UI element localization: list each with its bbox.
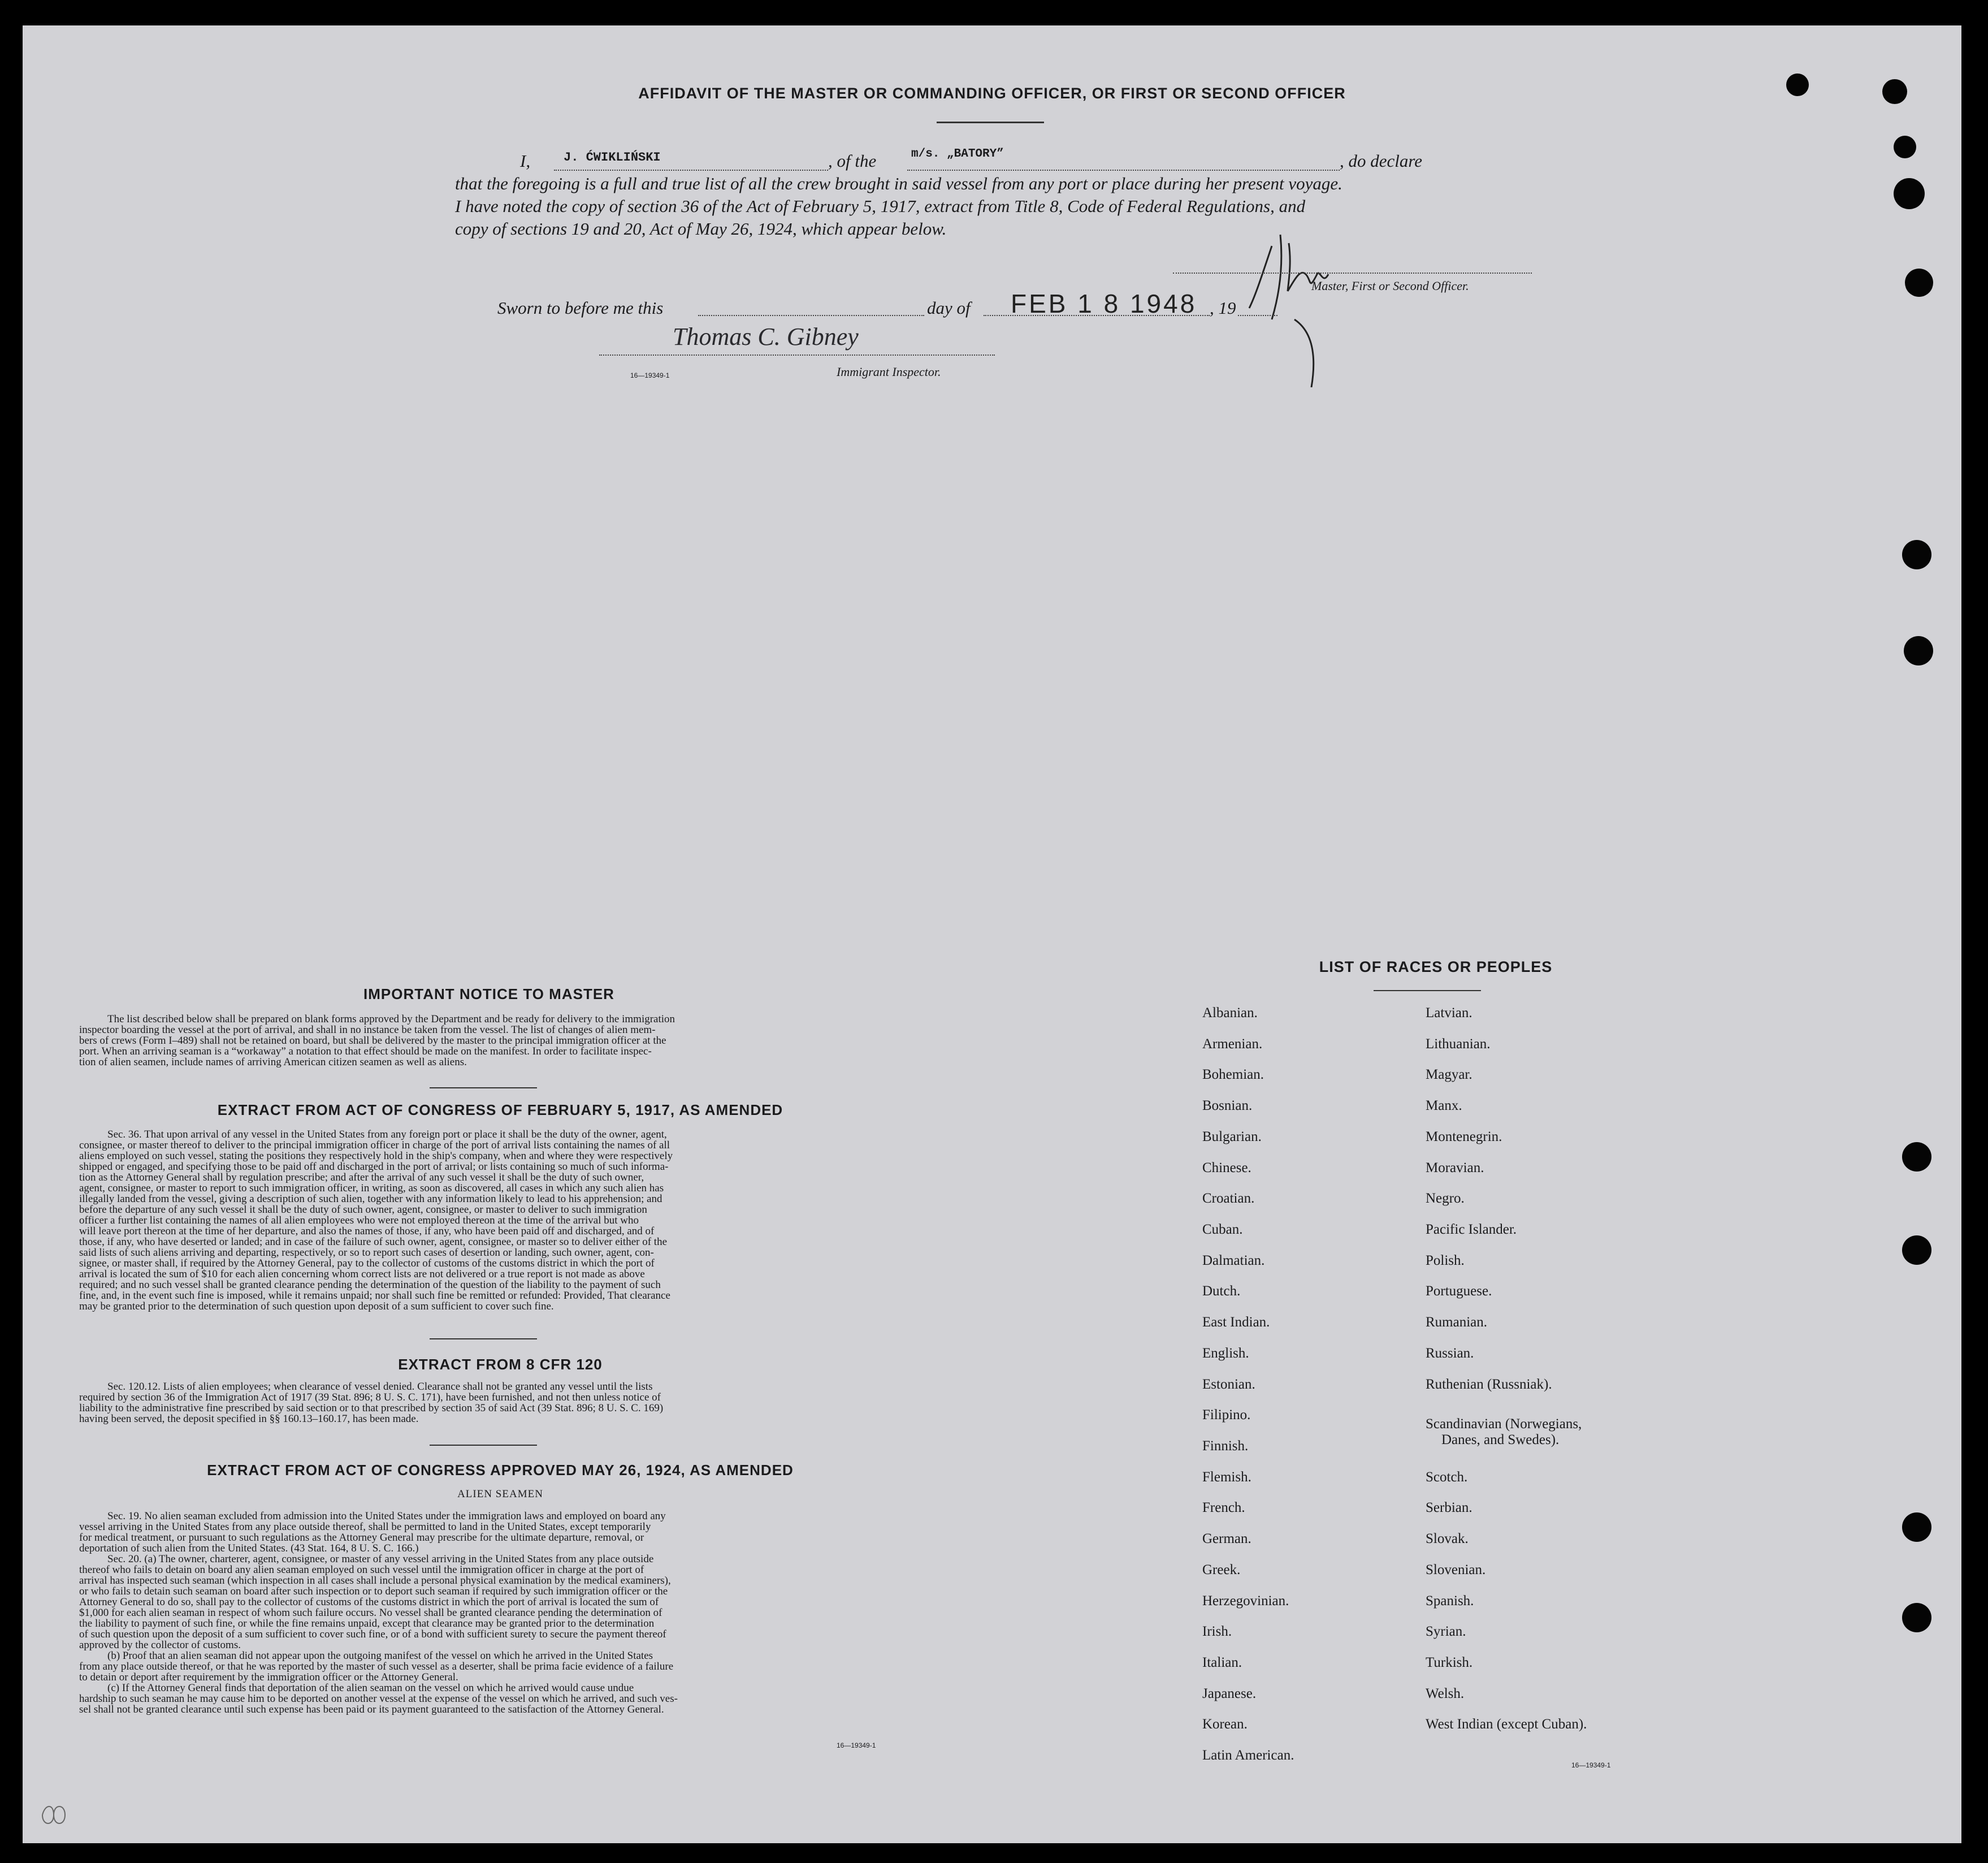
race-item: Scotch. [1426,1469,1468,1485]
vessel-name-line [907,170,1340,171]
master-signature-label: Master, First or Second Officer. [1311,279,1469,293]
race-item: Dutch. [1202,1283,1241,1299]
race-item: Magyar. [1426,1067,1472,1082]
notice-title: IMPORTANT NOTICE TO MASTER [363,985,614,1002]
race-item: Latin American. [1202,1748,1294,1763]
extract-1917-line: officer a further list containing the names of all alien employees who were not employed thereon at the time of the arrival but who [79,1214,639,1226]
race-item: Greek. [1202,1562,1241,1577]
affidavit-title: AFFIDAVIT OF THE MASTER OR COMMANDING OFFICER, OR FIRST OR SECOND OFFICER [638,85,1346,102]
extract-1924-line: deportation of such alien from the United States. (43 Stat. 164, 8 U. S. C. 166.) [79,1542,419,1554]
race-item: German. [1202,1531,1251,1546]
extract-1924-line: Sec. 20. (a) The owner, charterer, agent, consignee, or master of any vessel arriving in the United States from any place outside [107,1553,654,1565]
notice-line: port. When an arriving seaman is a “workaway” a notation to that effect should be made on the manifest. In order to facilitate inspec- [79,1045,652,1057]
affidavit-line-3: I have noted the copy of section 36 of the Act of February 5, 1917, extract from Title 8, Code of Federal Regulations, and [455,196,1306,216]
form-number: 16—19349-1 [630,371,670,379]
race-item: Flemish. [1202,1469,1251,1485]
punch-hole [1905,269,1933,297]
extract-1924-line: vessel arriving in the United States from any place outside thereof, shall be permitted to land in the United States, except temporarily [79,1521,651,1533]
punch-hole [1902,1603,1931,1632]
i-label: I, [520,151,531,171]
extract-1924-line: thereof who fails to detain on board any alien seaman employed on such vessel until the immigration officer in charge at the port of [79,1564,644,1576]
race-item: Russian. [1426,1346,1474,1361]
extract-1924-line: Sec. 19. No alien seaman excluded from admission into the United States under the immigration laws and employed on board any [107,1510,666,1522]
extract-1917-line: consignee, or master thereof to deliver to the principal immigration officer in charge of the port of arrival lists containing the names of all [79,1139,670,1151]
race-item: Spanish. [1426,1593,1474,1609]
extract-cfr-title: EXTRACT FROM 8 CFR 120 [398,1356,603,1373]
extract-1917-line: may be granted prior to the determination of such question upon deposit of a sum sufficient to cover such fine. [79,1300,554,1312]
race-item: Polish. [1426,1253,1465,1268]
extract-1917-line: those, if any, who have deserted or landed; and in case of the failure of such owner, agent, consignee, or master so to deliver either of the [79,1236,667,1248]
extract-cfr-line: Sec. 120.12. Lists of alien employees; when clearance of vessel denied. Clearance shall not be granted any vessel until the lists [107,1381,653,1393]
race-item: Dalmatian. [1202,1253,1265,1268]
year-line [1238,315,1277,316]
race-item: Serbian. [1426,1500,1472,1515]
extract-1917-line: required; and no such vessel shall be granted clearance pending the determination of the question of the liability to the payment of such [79,1279,661,1291]
race-item: Ruthenian (Russniak). [1426,1377,1552,1392]
officer-name: J. ĆWIKLIŃSKI [564,150,661,165]
race-item: English. [1202,1346,1249,1361]
race-item: Filipino. [1202,1407,1251,1423]
notice-text [79,1014,921,1067]
extract-1917-line: Sec. 36. That upon arrival of any vessel in the United States from any foreign port or place it shall be the duty of the owner, agent, [107,1129,667,1140]
extract-1924-line: Attorney General to do so, shall pay to the collector of customs of the customs district in which the port of arrival is located the sum of [79,1596,659,1608]
race-item: Korean. [1202,1717,1248,1732]
race-item: Finnish. [1202,1438,1249,1454]
extract-1924-title: EXTRACT FROM ACT OF CONGRESS APPROVED MAY 26, 1924, AS AMENDED [207,1462,794,1479]
race-item: Turkish. [1426,1655,1473,1670]
punch-hole [1894,136,1916,158]
section-divider [430,1087,537,1088]
race-item: French. [1202,1500,1245,1515]
extract-1924-subtitle: ALIEN SEAMEN [457,1488,543,1500]
race-item: Bulgarian. [1202,1129,1262,1144]
race-item: Japanese. [1202,1686,1257,1701]
day-of-label: day of [927,298,971,318]
corner-pencil-mark [37,1801,71,1829]
extract-1924-line: hardship to such seaman he may cause him to be deported on another vessel at the expense of the vessel on which he arrived, and such ves- [79,1693,678,1705]
race-item: Scandinavian (Norwegians, [1426,1416,1582,1432]
race-item: West Indian (except Cuban). [1426,1717,1587,1732]
extract-cfr-line: required by section 36 of the Immigration Act of 1917 (39 Stat. 896; 8 U. S. C. 171), have been furnished, and not then unless notice of [79,1391,661,1403]
race-item: Welsh. [1426,1686,1465,1701]
race-item: Rumanian. [1426,1315,1488,1330]
extract-1917-text [79,1129,921,1312]
race-item: Montenegrin. [1426,1129,1502,1144]
title-divider [937,122,1044,123]
extract-1924-line: sel shall not be granted clearance until such expense has been paid or its payment guaranteed to the satisfaction of the Attorney General. [79,1704,664,1715]
race-item: Lithuanian. [1426,1036,1491,1052]
extract-cfr-text [79,1381,921,1424]
declare-label: , do declare [1340,151,1423,171]
punch-hole [1902,1235,1931,1265]
race-item: Danes, and Swedes). [1441,1432,1560,1447]
race-item: East Indian. [1202,1315,1270,1330]
extract-1917-line: arrival is located the sum of $10 for each alien concerning whom correct lists are not delivered or a true report is not made as above [79,1268,645,1280]
extract-cfr-line: having been served, the deposit specified in §§ 160.13–160.17, has been made. [79,1413,419,1425]
master-signature [1227,212,1396,387]
officer-name-line [554,170,828,171]
section-divider [430,1338,537,1339]
race-item: Manx. [1426,1098,1462,1113]
affidavit-line-4: copy of sections 19 and 20, Act of May 26, 1924, which appear below. [455,219,947,239]
extract-1924-line: of such question upon the deposit of a sum sufficient to cover such fine, or of a bond with sufficient surety to secure the payment thereof [79,1628,666,1640]
extract-1924-line: arrival has inspected such seaman (which inspection in all cases shall include a personal physical examination by the medical examiners), [79,1575,671,1587]
punch-hole [1894,178,1925,209]
extract-1917-line: will leave port thereon at the time of her departure, and also the names of those, if any, who have been paid off and discharged, and of [79,1225,655,1237]
race-item: Albanian. [1202,1005,1258,1021]
race-item: Italian. [1202,1655,1242,1670]
extract-1917-line: before the departure of any such vessel it shall be the duty of such owner, agent, consignee, or master to deliver to such immigration [79,1204,647,1216]
vessel-name: m/s. „BATORY” [911,148,1004,161]
race-item: Negro. [1426,1191,1465,1206]
inspector-signature: Thomas C. Gibney [673,323,859,351]
extract-1917-line: fine, and, in the event such fine is imposed, while it remains unpaid; nor shall such fine be remitted or refunded: Provided, That clearance [79,1290,670,1302]
race-item: Chinese. [1202,1160,1251,1175]
extract-1917-line: tion as the Attorney General shall by regulation prescribe; and after the arrival of any such vessel it shall be the duty of such owner, [79,1172,644,1183]
notice-line: tion of alien seamen, include names of arriving American citizen seamen as well as aliens. [79,1056,467,1068]
extract-cfr-line: liability to the administrative fine prescribed by said section or to that prescribed by section 35 of said Act (39 Stat. 896; 8 U. S. C. 169) [79,1402,664,1414]
extract-1917-line: shipped or engaged, and specifying those to be paid off and discharged in the port of arrival; or lists containing so much of such informa- [79,1161,669,1173]
extract-1924-line: approved by the collector of customs. [79,1639,241,1651]
section-divider [430,1445,537,1446]
extract-1917-line: illegally landed from the vessel, giving a description of such alien, together with any information likely to lead to his apprehension; and [79,1193,662,1205]
year-suffix: , 19 [1210,298,1236,318]
of-the-label: , of the [828,151,877,171]
race-item: Slovenian. [1426,1562,1486,1577]
sworn-date-line [984,315,1210,316]
extract-1924-line: (c) If the Attorney General finds that deportation of the alien seaman on the vessel on which he arrived would cause undue [107,1682,634,1694]
master-signature-line [1173,273,1532,274]
notice-line: The list described below shall be prepared on blank forms approved by the Department and be ready for delivery to the immigration [107,1013,675,1025]
extract-1917-title: EXTRACT FROM ACT OF CONGRESS OF FEBRUARY 5, 1917, AS AMENDED [217,1101,783,1118]
races-title: LIST OF RACES OR PEOPLES [1319,958,1553,975]
extract-1924-form-number: 16—19349-1 [837,1741,876,1749]
extract-1924-line: from any place outside thereof, or that he was reported by the master of such vessel as a deserter, shall be prima facie evidence of a failure [79,1661,674,1672]
extract-1924-line: $1,000 for each alien seaman in respect of whom such failure occurs. No vessel shall be granted clearance pending the determination of [79,1607,662,1619]
punch-hole [1902,540,1931,569]
punch-hole [1902,1142,1931,1172]
extract-1917-line: aliens employed on such vessel, stating the positions they respectively hold in the ship's company, when and where they were respectively [79,1150,673,1162]
extract-1924-line: the liability to payment of such fine, or while the fine remains unpaid, except that clearance may be granted prior to the determination [79,1618,655,1629]
race-item: Bosnian. [1202,1098,1253,1113]
punch-hole [1786,74,1809,96]
race-item: Irish. [1202,1624,1232,1639]
races-form-number: 16—19349-1 [1571,1761,1611,1769]
extract-1917-line: said lists of such aliens arriving and departing, respectively, or so to report such cases of desertion or landing, such owner, agent, con- [79,1247,654,1259]
race-item: Armenian. [1202,1036,1263,1052]
extract-1924-line: to detain or deport after requirement by the immigration officer or the Attorney General. [79,1671,458,1683]
race-item: Croatian. [1202,1191,1255,1206]
sworn-label: Sworn to before me this [497,298,664,318]
extract-1924-text [79,1511,921,1715]
sworn-day-line [698,315,924,316]
document-page [23,25,1961,1843]
punch-hole [1902,1512,1931,1542]
notice-line: inspector boarding the vessel at the port of arrival, and shall in no instance be taken from the vessel. The list of changes of alien mem- [79,1024,656,1036]
punch-hole [1904,636,1933,665]
affidavit-line-2: that the foregoing is a full and true list of all the crew brought in said vessel from any port or place during her present voyage. [455,174,1342,193]
race-item: Syrian. [1426,1624,1466,1639]
notice-line: bers of crews (Form I–489) shall not be retained on board, but shall be delivered by the master to the principal immigration officer at the [79,1035,666,1047]
extract-1924-line: for medical treatment, or pursuant to such regulations as the Attorney General may prescribe for the ultimate departure, removal, or [79,1532,644,1544]
race-item: Herzegovinian. [1202,1593,1289,1609]
inspector-signature-line [599,355,995,356]
punch-hole [1882,79,1907,104]
race-item: Moravian. [1426,1160,1484,1175]
race-item: Slovak. [1426,1531,1469,1546]
race-item: Estonian. [1202,1377,1255,1392]
inspector-label: Immigrant Inspector. [837,365,941,379]
extract-1917-line: signee, or master shall, if required by the Attorney General, pay to the collector of customs of the customs district in which the port of [79,1257,655,1269]
races-divider [1374,990,1481,991]
race-item: Latvian. [1426,1005,1472,1021]
race-item: Bohemian. [1202,1067,1264,1082]
race-item: Portuguese. [1426,1283,1492,1299]
affidavit-text [455,150,1586,240]
extract-1917-line: agent, consignee, or master to report to such immigration officer, in writing, as soon as discovered, all cases in which any such alien has [79,1182,664,1194]
race-item: Pacific Islander. [1426,1222,1517,1237]
race-item: Cuban. [1202,1222,1243,1237]
date-stamp: FEB 1 8 1948 [1011,289,1197,318]
extract-1924-line: or who fails to detain such seaman on board after such inspection or to deport such seaman if required by such immigration officer or the [79,1585,668,1597]
extract-1924-line: (b) Proof that an alien seaman did not appear upon the outgoing manifest of the vessel on which he arrived in the United States [107,1650,653,1662]
